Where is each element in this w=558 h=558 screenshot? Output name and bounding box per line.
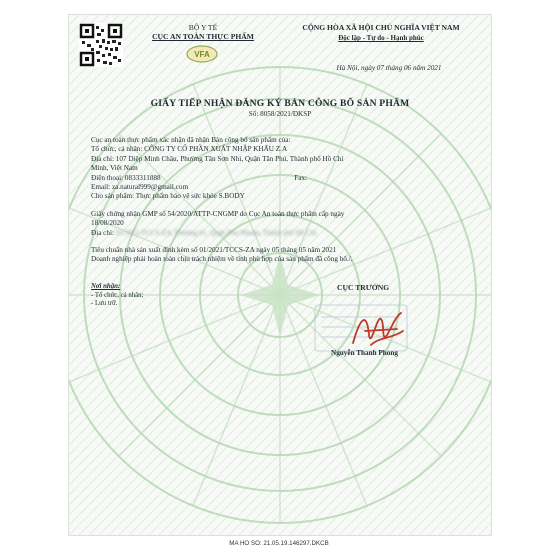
national-motto: Độc lập - Tự do - Hạnh phúc [338, 34, 424, 42]
phone-text: Điện thoại: 0833311888 [91, 173, 161, 182]
product-line: Cho sản phẩm: Thực phẩm bảo vệ sức khỏe S.BODY [91, 192, 245, 201]
email-line: Email: za.natural999@gmail.com [91, 183, 189, 192]
signer-name: Nguyễn Thanh Phong [331, 349, 398, 357]
ministry-name: BỘ Y TẾ [188, 23, 218, 32]
recipient-item: - Lưu trữ. [91, 300, 118, 308]
recipient-item: - Tổ chức, cá nhân; [91, 291, 144, 299]
certificate-document [68, 14, 492, 536]
ministry-header [133, 23, 273, 41]
document-title: GIẤY TIẾP NHẬN ĐĂNG KÝ BẢN CÔNG BỐ SẢN PHẨM [150, 98, 410, 109]
agency-name: CỤC AN TOÀN THỰC PHẨM [152, 32, 254, 41]
issue-date: Hà Nội, ngày 07 tháng 06 năm 2021 [336, 64, 442, 72]
national-header [275, 23, 487, 43]
organization-line: Tổ chức, cá nhân: CÔNG TY CỔ PHẦN XUẤT NHẬP KHẨU Z.A [91, 145, 288, 154]
address-line-2: Minh, Việt Nam [91, 164, 138, 173]
dossier-code: MA HO SO: 21.05.19.146297.DKCB [229, 540, 329, 547]
svg-text:VFA: VFA [194, 50, 210, 59]
recipients-block [91, 283, 143, 309]
document-body [91, 136, 469, 265]
fax-text: Fax: [294, 173, 307, 182]
factory-address-blurred: 01/2021/TCCS-ZA, Phường 01, Quận Phú Nhuận, Thành phố Hồ Chí [115, 228, 317, 237]
qr-code [79, 23, 123, 67]
factory-address-line [91, 229, 469, 238]
standard-line: Tiêu chuẩn nhà sản xuất đính kèm số 01/2021/TCCS-ZA ngày 05 tháng 05 năm 2021 [91, 246, 337, 255]
gmp-line-1: Giấy chứng nhận GMP số 54/2020/ATTP-CNGMP do Cục An toàn thực phẩm cấp ngày [91, 209, 345, 218]
document-number: Số: 8058/2021/ĐKSP [248, 110, 312, 118]
national-name: CỘNG HÒA XÃ HỘI CHỦ NGHĨA VIỆT NAM [302, 23, 460, 32]
factory-address-label: Địa chỉ: [91, 228, 114, 237]
responsibility-line: Doanh nghiệp phải hoàn toàn chịu trách nhiệm về tính phù hợp của sản phẩm đã công bố./. [91, 255, 353, 264]
address-line-1: Địa chỉ: 107 Diệp Minh Châu, Phường Tân Sơn Nhì, Quận Tân Phú, Thành phố Hồ Chí [91, 154, 344, 163]
recipients-heading: Nơi nhận: [91, 283, 121, 290]
bronze-drum-watermark [69, 15, 491, 535]
gmp-line-2: 18/08/2020 [91, 219, 124, 228]
contact-line [91, 174, 469, 183]
handwritten-signature [347, 305, 407, 355]
signer-title: CỤC TRƯỞNG [337, 283, 390, 292]
vfa-logo [186, 45, 218, 63]
intro-line: Cục an toàn thực phẩm xác nhận đã nhận Bản công bố sản phẩm của: [91, 136, 291, 144]
